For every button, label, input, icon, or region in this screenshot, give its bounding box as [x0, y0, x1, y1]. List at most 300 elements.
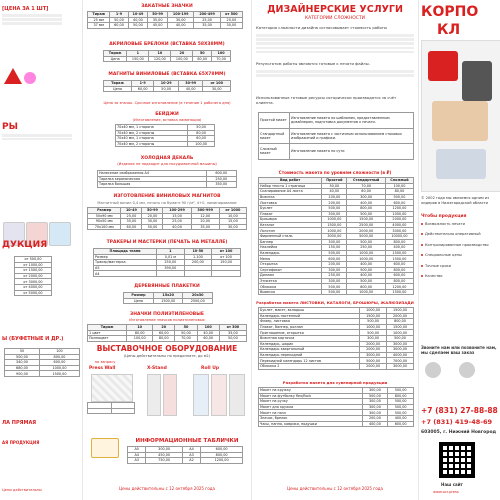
table-cell: 1200,00 — [385, 205, 413, 211]
table-cell: 70х40 мм, 1 сторона — [116, 136, 188, 142]
table-header-cell: от 1000 — [219, 208, 246, 214]
table-cell: 600,00 — [385, 200, 413, 206]
table-cell: 400,00 — [362, 421, 388, 427]
vinyl-magnets-table — [103, 80, 231, 92]
qr-code-icon — [439, 442, 475, 478]
table-cell: Обложка 2 — [259, 363, 360, 369]
table-cell: 200,00 — [322, 261, 347, 267]
table-cell: 340,00 — [5, 360, 40, 366]
table-cell: 40,00 — [197, 330, 219, 336]
table-cell: 2000,00 — [387, 313, 414, 319]
warning-sign-icon — [4, 68, 22, 84]
table-cell: 400,00 — [347, 200, 385, 206]
table-cell: от 2000,00 — [15, 273, 52, 279]
table-cell: 120,00 — [149, 56, 171, 62]
table-header-cell: Тираж — [104, 51, 127, 57]
wood-plaques-title: ДЕРЕВЯННЫЕ ПЛАКЕТКИ — [134, 284, 200, 289]
table-cell: 20,00 — [191, 219, 219, 225]
table-cell: 400,00 — [388, 415, 414, 421]
roll-up-image-2 — [211, 374, 227, 416]
table-cell: 35,00 — [219, 330, 246, 336]
table-cell: 100,00 — [188, 141, 215, 147]
table-cell: 600,00 — [385, 273, 413, 279]
col1-heading-6: АЯ ПРОДУКЦИЯ — [2, 440, 40, 445]
table-cell: 40,00 — [163, 224, 191, 230]
poly-badges-table — [87, 324, 247, 342]
table-cell: 50 — [5, 349, 40, 355]
table-cell: 1000,00 — [322, 228, 347, 234]
table-cell: 40,00 — [322, 189, 347, 195]
table-cell: 300,00 — [362, 399, 388, 405]
table-cell: 10,00 — [219, 213, 246, 219]
table-cell: 2500,00 — [183, 298, 213, 304]
table-cell: Сертификат — [259, 267, 322, 273]
table-cell: А2 — [182, 458, 200, 464]
x-stand-image-2 — [163, 374, 177, 416]
roll-up-image-3 — [229, 374, 245, 416]
table-cell: 600,00 — [39, 360, 79, 366]
table-cell: 1500,00 — [360, 313, 387, 319]
table-cell: Тарелка большая — [98, 182, 207, 188]
table-cell: 200,00 — [184, 260, 212, 266]
table-cell: 250,00 — [206, 176, 236, 182]
design-para-2: Результатом работы являются готовые к печати файлы. — [256, 61, 370, 66]
table-cell: 600,00 — [385, 261, 413, 267]
column-2 — [83, 0, 252, 500]
magnet-badges-table — [87, 11, 243, 29]
table-cell: 750,00 — [146, 458, 182, 464]
table-cell: 800,00 — [347, 284, 385, 290]
table-cell: 800,00 — [388, 393, 414, 399]
table-cell: 35,00 — [191, 224, 219, 230]
truckers-table — [93, 248, 241, 277]
table-cell: 1000,00 — [360, 324, 387, 330]
bullet-icon — [421, 223, 423, 225]
table-header-cell: от 300 — [219, 325, 246, 331]
corp-bullet-item — [421, 222, 498, 226]
table-cell: Значок, брелок — [259, 415, 363, 421]
table-header-cell: от 100 — [203, 81, 231, 87]
table-cell: 25,00 — [163, 219, 191, 225]
press-wall-table — [87, 402, 135, 414]
vinyl-magnet-production-table — [87, 207, 247, 230]
table-cell: 500,00 — [322, 250, 347, 256]
bullet-icon — [421, 265, 423, 267]
complexity-description: Изготовление макета по сути — [290, 144, 414, 160]
table-cell: Тарелка керамическая — [98, 176, 207, 182]
contact-photo-2 — [459, 362, 475, 378]
table-cell: Цена — [104, 86, 132, 92]
corp-title-2: КЛ — [437, 22, 461, 38]
table-cell: 7000,00 — [387, 358, 414, 364]
table-cell: 300,00 — [146, 447, 182, 453]
table-cell: 45,00 — [148, 23, 168, 29]
table-cell: 60,00 — [110, 23, 128, 29]
table-cell: А3 — [128, 458, 146, 464]
table-cell: 500,00 — [5, 354, 40, 360]
table-cell: 500,00 — [388, 399, 414, 405]
table-cell: 100,00 — [127, 336, 153, 342]
table-cell: 800,00 — [385, 267, 413, 273]
col1-desc — [2, 14, 62, 25]
table-header-cell: 20х30 — [183, 293, 213, 299]
table-header-cell: 50 — [193, 51, 212, 57]
table-cell: 80,00 — [193, 56, 212, 62]
table-cell: 680,00 — [5, 365, 40, 371]
table-cell: 300,00 — [362, 410, 388, 416]
sticker-sheet-3-image — [49, 222, 71, 246]
table-header-cell: Тираж — [88, 325, 127, 331]
table-cell: Перекидной календарь 12 листов — [259, 358, 360, 364]
table-cell: 3000,00 — [360, 352, 387, 358]
cold-decal-table — [97, 170, 237, 188]
table-cell: 350,00 — [206, 182, 236, 188]
table-cell: 0,01 м — [157, 254, 185, 260]
phone-1[interactable]: +7 (831) 27-88-88 — [421, 406, 498, 415]
table-cell: 20,00 — [220, 17, 242, 23]
wood-plaques-table — [123, 292, 213, 304]
table-header-cell: 1-9 — [110, 12, 128, 18]
table-cell: 80,00 — [127, 330, 153, 336]
site-label: Наш сайт — [441, 482, 463, 487]
table-header-cell: 1 — [157, 249, 185, 255]
vinyl-magnet-production-note: Магнитный винил 0,4 мм, печать на бумаге 90 г/м², 4+0, ламинирование — [97, 201, 237, 205]
bullet-icon — [421, 244, 423, 246]
table-cell: 800,00 — [385, 239, 413, 245]
table-cell: 900,00 — [5, 371, 40, 377]
table-cell: 2000,00 — [360, 363, 387, 369]
magnet-badges-title: ЗАКАТНЫЕ ЗНАЧКИ — [141, 4, 193, 9]
table-cell: 500,00 — [387, 335, 414, 341]
col1-price-list — [14, 256, 52, 296]
table-cell: от 5000,00 — [15, 290, 52, 296]
price-table-title: Стоимость макета по уровням сложности (в ₽) — [278, 170, 392, 175]
table-cell: 1500,00 — [385, 256, 413, 262]
complexity-name: Стандартный макет — [259, 128, 290, 144]
table-cell: 1500,00 — [385, 250, 413, 256]
table-cell: 300,00 — [322, 278, 347, 284]
poly-badges-subtitle: Изготовление значков полиэтиленовых — [129, 318, 205, 322]
table-cell: Открытка — [259, 261, 322, 267]
table-cell: 4000,00 — [387, 352, 414, 358]
press-wall-label: Press Wall — [89, 366, 116, 371]
table-header-cell: 1-9 — [131, 81, 154, 87]
table-header-cell: Тираж — [104, 81, 132, 87]
souvenir-price-title: Разработка макета для сувенирной продукции — [282, 380, 388, 385]
table-cell: А4 — [94, 271, 157, 277]
corp-bullet-item — [421, 232, 498, 236]
table-cell: Вывеска — [259, 289, 322, 295]
table-cell: 60,00 — [153, 330, 175, 336]
table-cell: 5000,00 — [360, 358, 387, 364]
table-cell: Календарь, шарик — [259, 341, 360, 347]
table-cell: Календарь настенный — [259, 313, 360, 319]
table-cell: 35,00 — [194, 23, 220, 29]
table-cell: Обложка — [259, 284, 322, 290]
table-cell: 100,00 — [171, 56, 193, 62]
table-cell: 30,00 — [203, 86, 231, 92]
roll-up-image — [193, 374, 209, 416]
x-stand-label: X-Stand — [147, 366, 167, 371]
table-header-cell: 100-299 — [163, 208, 191, 214]
table-cell: Приглашение, открытка — [259, 330, 360, 336]
table-cell: Баннер — [259, 239, 322, 245]
table-header-cell: Размер — [124, 293, 154, 299]
corp-title-1: КОРПО — [421, 4, 479, 20]
table-cell: 1500,00 — [387, 308, 414, 314]
table-cell: 15,00 — [219, 219, 246, 225]
table-cell: 30,00 — [220, 23, 242, 29]
table-cell: 80,00 — [385, 189, 413, 195]
table-header-cell: Стандартный — [347, 178, 385, 184]
poly-price-title: Разработка макета ЛИСТОВКИ, КАТАЛОГИ, БРОШЮРЫ, ЖАЛЮЗИЗАДИ — [256, 300, 414, 305]
col1-heading-4: Ы (БУФЕТНЫЕ И ДР.) — [2, 336, 64, 342]
table-row — [88, 23, 243, 29]
badges-title: БЕЙДЖИ — [155, 112, 179, 117]
table-cell: 1000,00 — [39, 365, 79, 371]
table-cell: 1000,00 — [360, 308, 387, 314]
table-cell: 15,00 — [163, 213, 191, 219]
table-row — [259, 128, 414, 144]
design-para-lines-2 — [256, 70, 414, 78]
col2-footer: Цены действительны с 12 октября 2025 года — [118, 486, 215, 491]
table-cell: 800,00 — [347, 205, 385, 211]
table-cell: 300,00 — [322, 239, 347, 245]
expo-equipment-subtitle: (Цены действительны по предоплате, до м2) — [123, 354, 211, 358]
cold-decal-title: ХОЛОДНАЯ ДЕКАЛЬ — [140, 156, 194, 161]
table-header-row — [104, 81, 231, 87]
table-cell: 1500,00 — [322, 222, 347, 228]
table-cell: 1000,00 — [322, 217, 347, 223]
table-cell: 1000,00 — [347, 250, 385, 256]
table-cell: Диплом — [259, 273, 322, 279]
table-header-cell: 100 — [197, 325, 219, 331]
column-1 — [0, 0, 83, 500]
table-cell: 600,00 — [388, 421, 414, 427]
table-header-cell: 200-499 — [194, 12, 220, 18]
corporate-products-image — [421, 40, 500, 192]
table-cell: 300,00 — [347, 194, 385, 200]
table-cell: Макет на кружку — [259, 388, 363, 394]
truckers-title: ТРАКЕРЫ И МАСТЕРКИ (ПЕЧАТЬ НА МЕТАЛЛЕ) — [106, 240, 228, 245]
table-row — [124, 298, 213, 304]
table-header-cell: 20 — [171, 51, 193, 57]
table-cell: 500,00 — [360, 330, 387, 336]
table-cell: 450,00 — [146, 452, 182, 458]
table-cell: 80,00 — [188, 130, 215, 136]
table-cell: 35,00 — [148, 17, 168, 23]
complexity-name: Сложный макет — [259, 144, 290, 160]
table-cell: 1500,00 — [39, 371, 79, 377]
table-header-cell: 300-999 — [191, 208, 219, 214]
corp-bullet-item — [421, 274, 498, 278]
table-cell: Флаер, листовка — [259, 319, 360, 325]
table-cell: 3000,00 — [387, 347, 414, 353]
table-cell: от 1000,00 — [15, 262, 52, 268]
table-header-cell: от 100 — [212, 249, 241, 255]
acrylic-keychains-title: АКРИЛОВЫЕ БРЕЛОКИ (ВСТАВКА 58Х38ММ) — [109, 42, 225, 47]
table-cell: 3000,00 — [387, 341, 414, 347]
table-cell: 50,00 — [219, 336, 246, 342]
table-cell: 800,00 — [39, 354, 79, 360]
table-header-cell: 10-29 — [154, 81, 179, 87]
table-cell: 70,00 — [175, 336, 197, 342]
table-cell: 2500,00 — [347, 222, 385, 228]
table-cell: 1 цвет — [88, 330, 127, 336]
table-header-cell: от 500 — [220, 12, 242, 18]
table-cell: 30,00 — [219, 224, 246, 230]
table-cell: 3000,00 — [322, 233, 347, 239]
x-stand-image — [147, 374, 161, 416]
table-cell: 90х50 мм — [88, 219, 121, 225]
table-cell: 500,00 — [347, 267, 385, 273]
badges-table — [115, 124, 215, 147]
table-cell: А4 — [128, 452, 146, 458]
design-services-title: ДИЗАЙНЕРСКИЕ УСЛУГИ — [267, 4, 403, 15]
bullet-text: Специальные цены — [425, 253, 462, 258]
table-cell: Меню — [259, 256, 322, 262]
table-cell: 500,00 — [347, 278, 385, 284]
col1-price-table — [14, 256, 52, 296]
table-header-cell: Вид работ — [259, 178, 322, 184]
table-cell: Размер — [94, 254, 157, 260]
table-cell: 35,00 — [121, 219, 142, 225]
table-cell: 50х90 мм — [88, 213, 121, 219]
corp-bullet-item — [421, 264, 498, 268]
table-cell: Тракер/мастерка — [94, 260, 157, 266]
col1-table-2 — [4, 348, 80, 377]
design-price-table — [258, 177, 414, 295]
col1-heading-1: [ЦЕНА ЗА 1 ШТ] — [2, 6, 49, 12]
table-cell: Макет на ручку — [259, 399, 363, 405]
table-cell: 500,00 — [322, 205, 347, 211]
table-cell: 250,00 — [157, 260, 185, 266]
table-header-row — [259, 178, 414, 184]
table-cell — [157, 271, 185, 277]
table-cell: от 1500,00 — [15, 268, 52, 274]
vinyl-magnet-production-title: ИЗГОТОВЛЕНИЕ ВИНИЛОВЫХ МАГНИТОВ — [113, 194, 221, 199]
roll-up-label: Roll Up — [201, 366, 220, 371]
table-row — [104, 86, 231, 92]
bullet-text: Возможность печати — [425, 222, 465, 226]
table-row — [5, 371, 80, 377]
table-cell: 60,00 — [197, 336, 219, 342]
table-cell: 3000,00 — [387, 363, 414, 369]
table-cell: 3000,00 — [385, 228, 413, 234]
info-plates-title: ИНФОРМАЦИОННЫЕ ТАБЛИЧКИ — [135, 438, 239, 444]
table-cell: 30,00 — [167, 17, 193, 23]
table-cell — [212, 271, 241, 277]
table-cell: А5 — [128, 447, 146, 453]
table-header-cell: 30-99 — [178, 81, 203, 87]
sticker-image — [24, 72, 36, 84]
design-services-subtitle: КАТЕГОРИИ СЛОЖНОСТИ — [304, 16, 366, 21]
table-cell: 2000,00 — [360, 341, 387, 347]
design-para-1: Категория сложности дизайна согласовывает стоимость работы — [256, 25, 387, 30]
badges-subtitle: (Изготовление, вставка ламинация) — [132, 118, 202, 122]
table-cell: 400,00 — [347, 261, 385, 267]
acrylic-keychains-table — [103, 50, 231, 62]
table-cell: Календарь — [259, 250, 322, 256]
table-cell: от 500,00 — [15, 257, 52, 263]
cold-decal-subtitle: (Изделие не подходит для посудомоечной машины) — [117, 162, 217, 166]
table-cell: 1000,00 — [385, 211, 413, 217]
info-plates-table — [127, 446, 243, 464]
address: 603005, г. Нижний Новгород — [421, 430, 497, 435]
table-cell: 50,00 — [128, 23, 148, 29]
table-cell: 40,00 — [178, 86, 203, 92]
table-cell: 40,00 — [128, 17, 148, 23]
table-cell: 500,00 — [360, 319, 387, 325]
table-cell: 100,00 — [385, 183, 413, 189]
table-cell: 10000,00 — [385, 233, 413, 239]
table-cell: 100 — [39, 349, 79, 355]
table-cell: 60,00 — [188, 136, 215, 142]
table-cell: А3 — [182, 452, 200, 458]
complexity-description: Изготовление макета с частичным использованием стоковых изображений и графики. — [290, 128, 414, 144]
table-row — [88, 224, 247, 230]
table-row — [259, 113, 414, 129]
table-cell: 4000,00 — [385, 222, 413, 228]
table-cell: 400,00 — [347, 273, 385, 279]
table-cell: 400,00 — [385, 245, 413, 251]
table-cell: Календарь квартальный — [259, 347, 360, 353]
table-cell: 500,00 — [388, 410, 414, 416]
table-cell: 500,00 — [388, 388, 414, 394]
table-cell: Каталог — [259, 222, 322, 228]
col1-desc-2 — [2, 134, 72, 141]
table-cell: 500,00 — [347, 239, 385, 245]
table-cell: 50,00 — [142, 224, 163, 230]
table-header-row — [124, 293, 213, 299]
table-cell: 250,00 — [322, 273, 347, 279]
table-header-cell: 100-199 — [167, 12, 193, 18]
table-cell: 1500,00 — [387, 324, 414, 330]
column-4 — [419, 0, 500, 500]
table-header-cell: Размер — [88, 208, 121, 214]
table-row — [259, 363, 414, 369]
table-header-cell: 50-99 — [148, 12, 168, 18]
table-cell: Плакат, баннер, роллап — [259, 324, 360, 330]
table-cell: Сканирование А4 листа — [259, 189, 322, 195]
table-cell: 50,00 — [175, 330, 197, 336]
table-cell: 300,00 — [362, 388, 388, 394]
table-cell: от 3000,00 — [15, 279, 52, 285]
table-cell: Логотип — [259, 228, 322, 234]
table-row — [88, 336, 247, 342]
phone-2[interactable]: +7 (831) 419-48-69 — [421, 418, 493, 426]
col1-heading-3: ДУКЦИЯ — [2, 240, 48, 250]
table-row — [259, 421, 414, 427]
table-cell: 60,00 — [347, 189, 385, 195]
table-cell: 800,00 — [385, 278, 413, 284]
table-cell: 1500,00 — [153, 298, 183, 304]
table-cell: 500,00 — [322, 284, 347, 290]
col1-heading-5: ЛА ПРЯМАЯ — [2, 420, 37, 426]
table-cell: 60,00 — [121, 224, 142, 230]
table-cell: 300,00 — [360, 335, 387, 341]
col1-footer: Цены действительны — [2, 488, 42, 492]
table-cell: 50,00 — [188, 125, 215, 131]
table-cell: Фирменный стиль — [259, 233, 322, 239]
table-cell: от 100 — [212, 254, 241, 260]
table-header-cell: 10 — [127, 325, 153, 331]
site-url[interactable]: www.ocr.press — [433, 490, 459, 494]
table-cell: 20,00 — [142, 213, 163, 219]
souvenir-price-table — [258, 387, 414, 427]
table-cell: Листовка — [259, 200, 322, 206]
table-cell: 50,00 — [154, 86, 179, 92]
